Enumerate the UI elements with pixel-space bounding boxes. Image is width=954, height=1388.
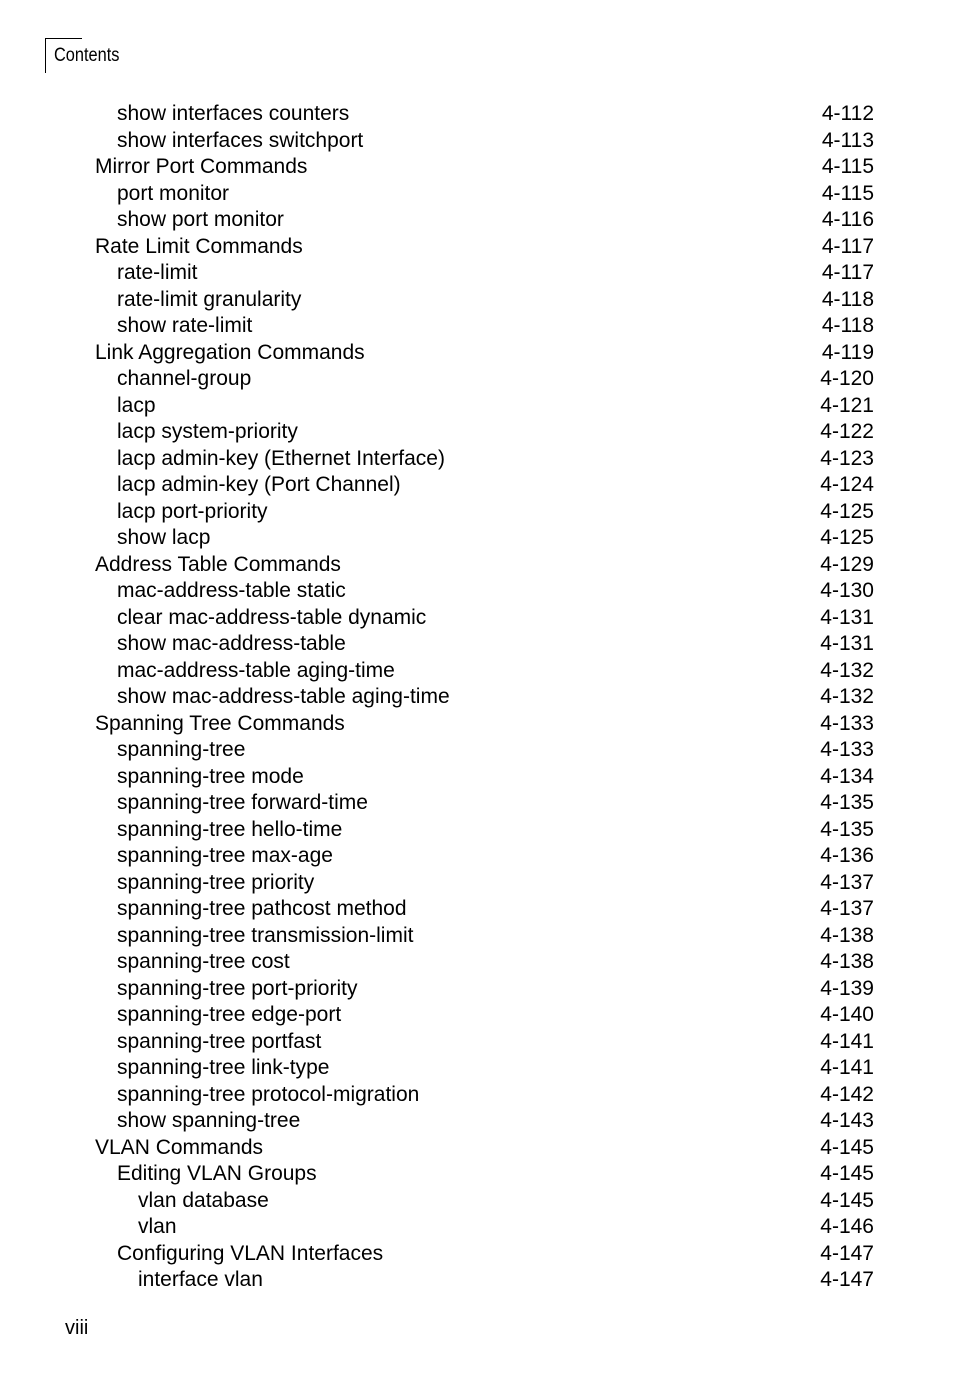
toc-entry-title: clear mac-address-table dynamic <box>117 605 427 629</box>
toc-entry[interactable] <box>0 631 954 658</box>
toc-entry-title: spanning-tree transmission-limit <box>117 923 414 947</box>
toc-entry-page: 4-132 <box>820 685 874 708</box>
toc-entry-title: show port monitor <box>117 208 284 231</box>
toc-entry-page: 4-145 <box>820 1162 874 1185</box>
toc-entry[interactable] <box>0 976 954 1003</box>
toc-entry[interactable] <box>0 181 954 208</box>
toc-entry[interactable] <box>0 525 954 552</box>
toc-entry-page: 4-147 <box>820 1268 874 1291</box>
toc-entry-page: 4-137 <box>820 870 874 894</box>
toc-entry-page: 4-121 <box>820 393 874 417</box>
toc-entry-title: spanning-tree mode <box>117 764 304 788</box>
toc-entry-title: VLAN Commands <box>95 1135 264 1159</box>
toc-entry-title: lacp admin-key (Ethernet Interface) <box>117 446 445 470</box>
toc-entry-page: 4-133 <box>820 711 874 735</box>
toc-entry-title: spanning-tree protocol-migration <box>117 1082 420 1106</box>
toc-entry-title: spanning-tree forward-time <box>117 791 368 814</box>
toc-entry[interactable] <box>0 605 954 632</box>
toc-entry[interactable] <box>0 1055 954 1082</box>
toc-entry-title: vlan database <box>138 1188 269 1212</box>
toc-entry[interactable] <box>0 711 954 738</box>
toc-entry[interactable] <box>0 1135 954 1162</box>
toc-entry[interactable] <box>0 843 954 870</box>
toc-entry-title: Editing VLAN Groups <box>117 1162 317 1185</box>
toc-entry[interactable] <box>0 472 954 499</box>
toc-entry[interactable] <box>0 1214 954 1241</box>
toc-entry-page: 4-118 <box>821 314 874 337</box>
toc-entry-title: show spanning-tree <box>117 1109 301 1132</box>
toc-entry-page: 4-145 <box>820 1135 874 1159</box>
toc-entry[interactable] <box>0 817 954 844</box>
toc-entry[interactable] <box>0 419 954 446</box>
toc-entry-title: lacp port-priority <box>117 499 268 523</box>
toc-entry-page: 4-142 <box>820 1082 874 1106</box>
toc-entry-page: 4-147 <box>820 1241 874 1265</box>
toc-entry-page: 4-125 <box>820 499 874 523</box>
toc-entry[interactable] <box>0 870 954 897</box>
toc-entry-title: show mac-address-table <box>117 632 346 655</box>
toc-entry-title: interface vlan <box>138 1268 263 1291</box>
toc-entry-title: spanning-tree edge-port <box>117 1003 342 1026</box>
toc-entry-title: show mac-address-table aging-time <box>117 685 450 708</box>
toc-entry-page: 4-125 <box>820 526 874 549</box>
toc-entry[interactable] <box>0 764 954 791</box>
toc-entry-title: mac-address-table static <box>117 579 346 602</box>
toc-entry-title: spanning-tree port-priority <box>117 976 358 1000</box>
toc-entry[interactable] <box>0 366 954 393</box>
toc-entry-page: 4-112 <box>821 102 874 125</box>
toc-entry-page: 4-138 <box>820 923 874 947</box>
toc-entry-page: 4-120 <box>820 367 874 390</box>
toc-entry[interactable] <box>0 552 954 579</box>
toc-entry-title: rate-limit granularity <box>117 287 302 311</box>
toc-entry-page: 4-123 <box>820 446 874 470</box>
toc-entry-title: rate-limit <box>117 261 198 284</box>
toc-entry-page: 4-130 <box>820 579 874 602</box>
toc-entry-title: spanning-tree cost <box>117 950 290 973</box>
toc-entry[interactable] <box>0 1188 954 1215</box>
toc-entry-title: channel-group <box>117 367 252 390</box>
toc-entry-title: mac-address-table aging-time <box>117 658 395 682</box>
toc-entry[interactable] <box>0 1241 954 1268</box>
toc-entry[interactable] <box>0 658 954 685</box>
table-of-contents <box>0 101 954 1294</box>
toc-entry-page: 4-145 <box>820 1188 874 1212</box>
toc-entry-page: 4-116 <box>821 208 874 231</box>
toc-entry[interactable] <box>0 499 954 526</box>
toc-entry-title: Configuring VLAN Interfaces <box>117 1241 384 1265</box>
toc-entry[interactable] <box>0 287 954 314</box>
toc-entry-title: spanning-tree pathcost method <box>117 897 407 920</box>
toc-entry-title: Mirror Port Commands <box>95 155 308 178</box>
toc-entry-page: 4-138 <box>820 950 874 973</box>
toc-entry[interactable] <box>0 1267 954 1294</box>
toc-entry[interactable] <box>0 1161 954 1188</box>
toc-entry[interactable] <box>0 896 954 923</box>
toc-entry-page: 4-115 <box>821 181 874 205</box>
toc-entry-title: vlan <box>138 1215 177 1238</box>
toc-entry-page: 4-139 <box>820 976 874 1000</box>
toc-entry[interactable] <box>0 1082 954 1109</box>
toc-entry[interactable] <box>0 684 954 711</box>
toc-entry-title: spanning-tree portfast <box>117 1029 322 1053</box>
toc-entry-title: lacp system-priority <box>117 420 298 443</box>
toc-entry[interactable] <box>0 737 954 764</box>
toc-entry-page: 4-124 <box>820 473 874 496</box>
toc-entry-page: 4-132 <box>820 658 874 682</box>
toc-entry-title: spanning-tree link-type <box>117 1056 330 1079</box>
toc-entry[interactable] <box>0 1108 954 1135</box>
toc-entry-page: 4-131 <box>820 605 874 629</box>
toc-entry-title: show interfaces switchport <box>117 128 364 152</box>
toc-entry-title: show interfaces counters <box>117 102 350 125</box>
toc-entry-page: 4-131 <box>820 632 874 655</box>
toc-entry[interactable] <box>0 313 954 340</box>
toc-entry-title: Spanning Tree Commands <box>95 711 345 735</box>
toc-entry-page: 4-133 <box>820 738 874 761</box>
toc-entry[interactable] <box>0 101 954 128</box>
toc-entry-page: 4-117 <box>821 234 874 258</box>
toc-entry-page: 4-113 <box>821 128 874 152</box>
toc-entry-title: spanning-tree <box>117 738 246 761</box>
section-label: Contents <box>54 45 120 66</box>
toc-entry[interactable] <box>0 260 954 287</box>
page-number: viii <box>65 1317 89 1339</box>
toc-entry-page: 4-135 <box>820 791 874 814</box>
toc-entry-page: 4-118 <box>821 287 874 311</box>
toc-entry-page: 4-136 <box>820 844 874 867</box>
toc-entry[interactable] <box>0 234 954 261</box>
toc-entry[interactable] <box>0 446 954 473</box>
toc-entry[interactable] <box>0 1002 954 1029</box>
toc-entry[interactable] <box>0 340 954 367</box>
toc-entry-page: 4-129 <box>820 552 874 576</box>
toc-entry-title: Rate Limit Commands <box>95 234 303 258</box>
toc-entry[interactable] <box>0 1029 954 1056</box>
toc-entry-page: 4-115 <box>821 155 874 178</box>
toc-entry[interactable] <box>0 393 954 420</box>
toc-entry-title: spanning-tree priority <box>117 870 315 894</box>
toc-entry[interactable] <box>0 923 954 950</box>
toc-entry-page: 4-134 <box>820 764 874 788</box>
toc-entry-page: 4-135 <box>820 817 874 841</box>
toc-entry[interactable] <box>0 578 954 605</box>
toc-entry-page: 4-146 <box>820 1215 874 1238</box>
toc-entry-title: Address Table Commands <box>95 552 341 576</box>
toc-entry-title: spanning-tree max-age <box>117 844 333 867</box>
toc-entry-page: 4-122 <box>820 420 874 443</box>
toc-entry-page: 4-117 <box>821 261 874 284</box>
toc-entry-title: port monitor <box>117 181 230 205</box>
toc-entry-title: lacp admin-key (Port Channel) <box>117 473 401 496</box>
toc-entry-title: spanning-tree hello-time <box>117 817 343 841</box>
toc-entry-page: 4-137 <box>820 897 874 920</box>
toc-entry-title: show lacp <box>117 526 211 549</box>
toc-entry-page: 4-141 <box>820 1056 874 1079</box>
toc-entry-page: 4-141 <box>820 1029 874 1053</box>
toc-entry[interactable] <box>0 154 954 181</box>
toc-entry-title: lacp <box>117 393 156 417</box>
toc-entry-page: 4-119 <box>821 340 874 364</box>
toc-entry-page: 4-143 <box>820 1109 874 1132</box>
toc-entry-title: show rate-limit <box>117 314 253 337</box>
toc-entry-title: Link Aggregation Commands <box>95 340 365 364</box>
toc-entry-page: 4-140 <box>820 1003 874 1026</box>
toc-entry[interactable] <box>0 790 954 817</box>
toc-entry[interactable] <box>0 128 954 155</box>
toc-entry[interactable] <box>0 949 954 976</box>
toc-entry[interactable] <box>0 207 954 234</box>
